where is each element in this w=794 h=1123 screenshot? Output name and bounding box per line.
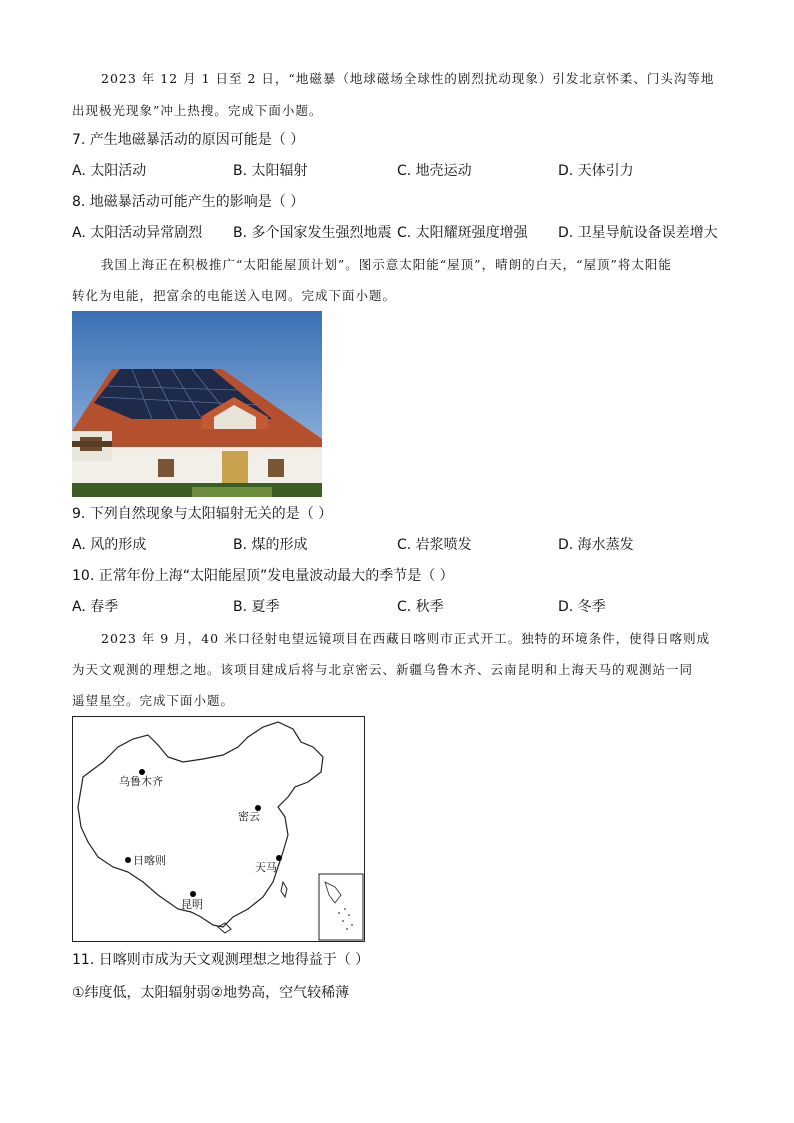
kunming-marker [190,891,196,897]
question-10-option-a[interactable]: A. 春季 [72,599,119,615]
question-10-stem: 10. 正常年份上海“太阳能屋顶”发电量波动最大的季节是（ ） [72,568,454,584]
passage-1-line-1: 2023 年 12 月 1 日至 2 日，“地磁暴（地球磁场全球性的剧烈扰动现象）引发北京怀柔、门头沟等地 [101,71,715,86]
passage-3-line-2: 为天文观测的理想之地。该项目建成后将与北京密云、新疆乌鲁木齐、云南昆明和上海天马的观测站一同 [72,662,694,677]
question-7-option-d[interactable]: D. 天体引力 [558,163,634,179]
question-9-option-d[interactable]: D. 海水蒸发 [558,537,634,553]
question-7-stem: 7. 产生地磁暴活动的原因可能是（ ） [72,132,305,148]
passage-1-line-2: 出现极光现象”冲上热搜。完成下面小题。 [72,103,323,118]
question-8-option-b[interactable]: B. 多个国家发生强烈地震 [233,225,392,241]
question-8-option-c[interactable]: C. 太阳耀斑强度增强 [397,225,528,241]
china-map [72,716,365,942]
solar-roof-photo [72,311,322,497]
passage-3-line-1: 2023 年 9 月，40 米口径射电望远镜项目在西藏日喀则市正式开工。独特的环境条件，使得日喀则成 [101,631,711,646]
passage-2-line-1: 我国上海正在积极推广“太阳能屋顶计划”。图示意太阳能“屋顶”，晴朗的白天，“屋顶”将太阳能 [101,257,672,272]
question-11-statements: ①纬度低，太阳辐射弱②地势高，空气较稀薄 [72,985,350,1001]
question-7-option-b[interactable]: B. 太阳辐射 [233,163,308,179]
question-10-option-c[interactable]: C. 秋季 [397,599,444,615]
question-9-stem: 9. 下列自然现象与太阳辐射无关的是（ ） [72,506,333,522]
kunming-label: 昆明 [181,898,203,911]
passage-2-line-2: 转化为电能，把富余的电能送入电网。完成下面小题。 [72,288,397,303]
question-7-option-c[interactable]: C. 地壳运动 [397,163,472,179]
china-outline [78,722,323,927]
question-9-option-a[interactable]: A. 风的形成 [72,537,147,553]
question-9-option-c[interactable]: C. 岩浆喷发 [397,537,472,553]
passage-3-line-3: 遥望星空。完成下面小题。 [72,693,235,708]
shigatse-marker [125,857,131,863]
question-8-option-a[interactable]: A. 太阳活动异常剧烈 [72,225,203,241]
miyun-label: 密云 [238,810,260,823]
question-9-option-b[interactable]: B. 煤的形成 [233,537,308,553]
question-10-option-d[interactable]: D. 冬季 [558,599,606,615]
shigatse-label: 日喀则 [133,854,166,867]
urumqi-label: 乌鲁木齐 [119,775,163,788]
question-11-stem: 11. 日喀则市成为天文观测理想之地得益于（ ） [72,952,370,968]
question-7-option-a[interactable]: A. 太阳活动 [72,163,147,179]
question-10-option-b[interactable]: B. 夏季 [233,599,280,615]
question-8-option-d[interactable]: D. 卫星导航设备误差增大 [558,225,718,241]
question-8-stem: 8. 地磁暴活动可能产生的影响是（ ） [72,194,305,210]
tianma-label: 天马 [255,861,277,874]
